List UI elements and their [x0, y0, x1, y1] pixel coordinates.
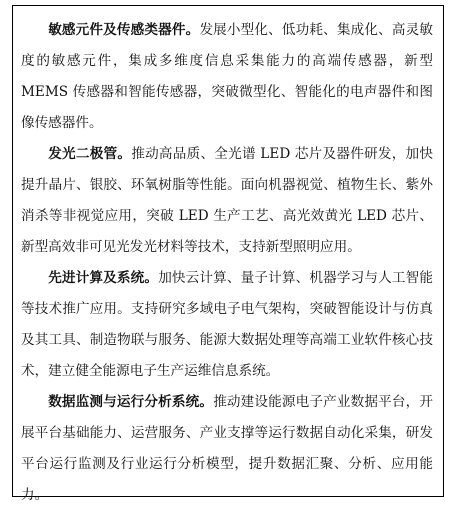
- paragraph-body: 发展小型化、低功耗、集成化、高灵敏度的敏感元件，集成多维度信息采集能力的高端传感器，新型 MEMS 传感器和智能传感器，突破微型化、智能化的电声器件和图像传感器件。: [21, 22, 434, 131]
- text-box: [12, 5, 444, 503]
- paragraph-computing: [21, 263, 433, 387]
- paragraph-heading: 先进计算及系统。: [48, 270, 159, 286]
- paragraph-heading: 发光二极管。: [48, 146, 132, 162]
- paragraph-data-monitoring: [21, 387, 433, 511]
- paragraph-body: 推动建设能源电子产业数据平台，开展平台基础能力、运营服务、产业支撑等运行数据自动化采集，研发平台运行监测及行业运行分析模型，提升数据汇聚、分析、应用能力。: [21, 394, 434, 503]
- paragraph-heading: 数据监测与运行分析系统。: [48, 394, 214, 410]
- paragraph-heading: 敏感元件及传感类器件。: [48, 22, 200, 38]
- paragraph-body: 加快云计算、量子计算、机器学习与人工智能等技术推广应用。支持研究多域电子电气架构，突破智能设计与仿真及其工具、制造物联与服务、能源大数据处理等高端工业软件核心技术，建立健全能源电子生产运维信息系统。: [21, 270, 434, 379]
- paragraph-sensors: [21, 15, 433, 139]
- paragraph-body: 推动高品质、全光谱 LED 芯片及器件研发，加快提升晶片、银胶、环氧树脂等性能。面向机器视觉、植物生长、紫外消杀等非视觉应用，突破 LED 生产工艺、高光效黄光 LED 芯片、新型高效非可见光发光材料等技术，支持新型照明应用。: [21, 146, 433, 255]
- paragraph-led: [21, 139, 433, 263]
